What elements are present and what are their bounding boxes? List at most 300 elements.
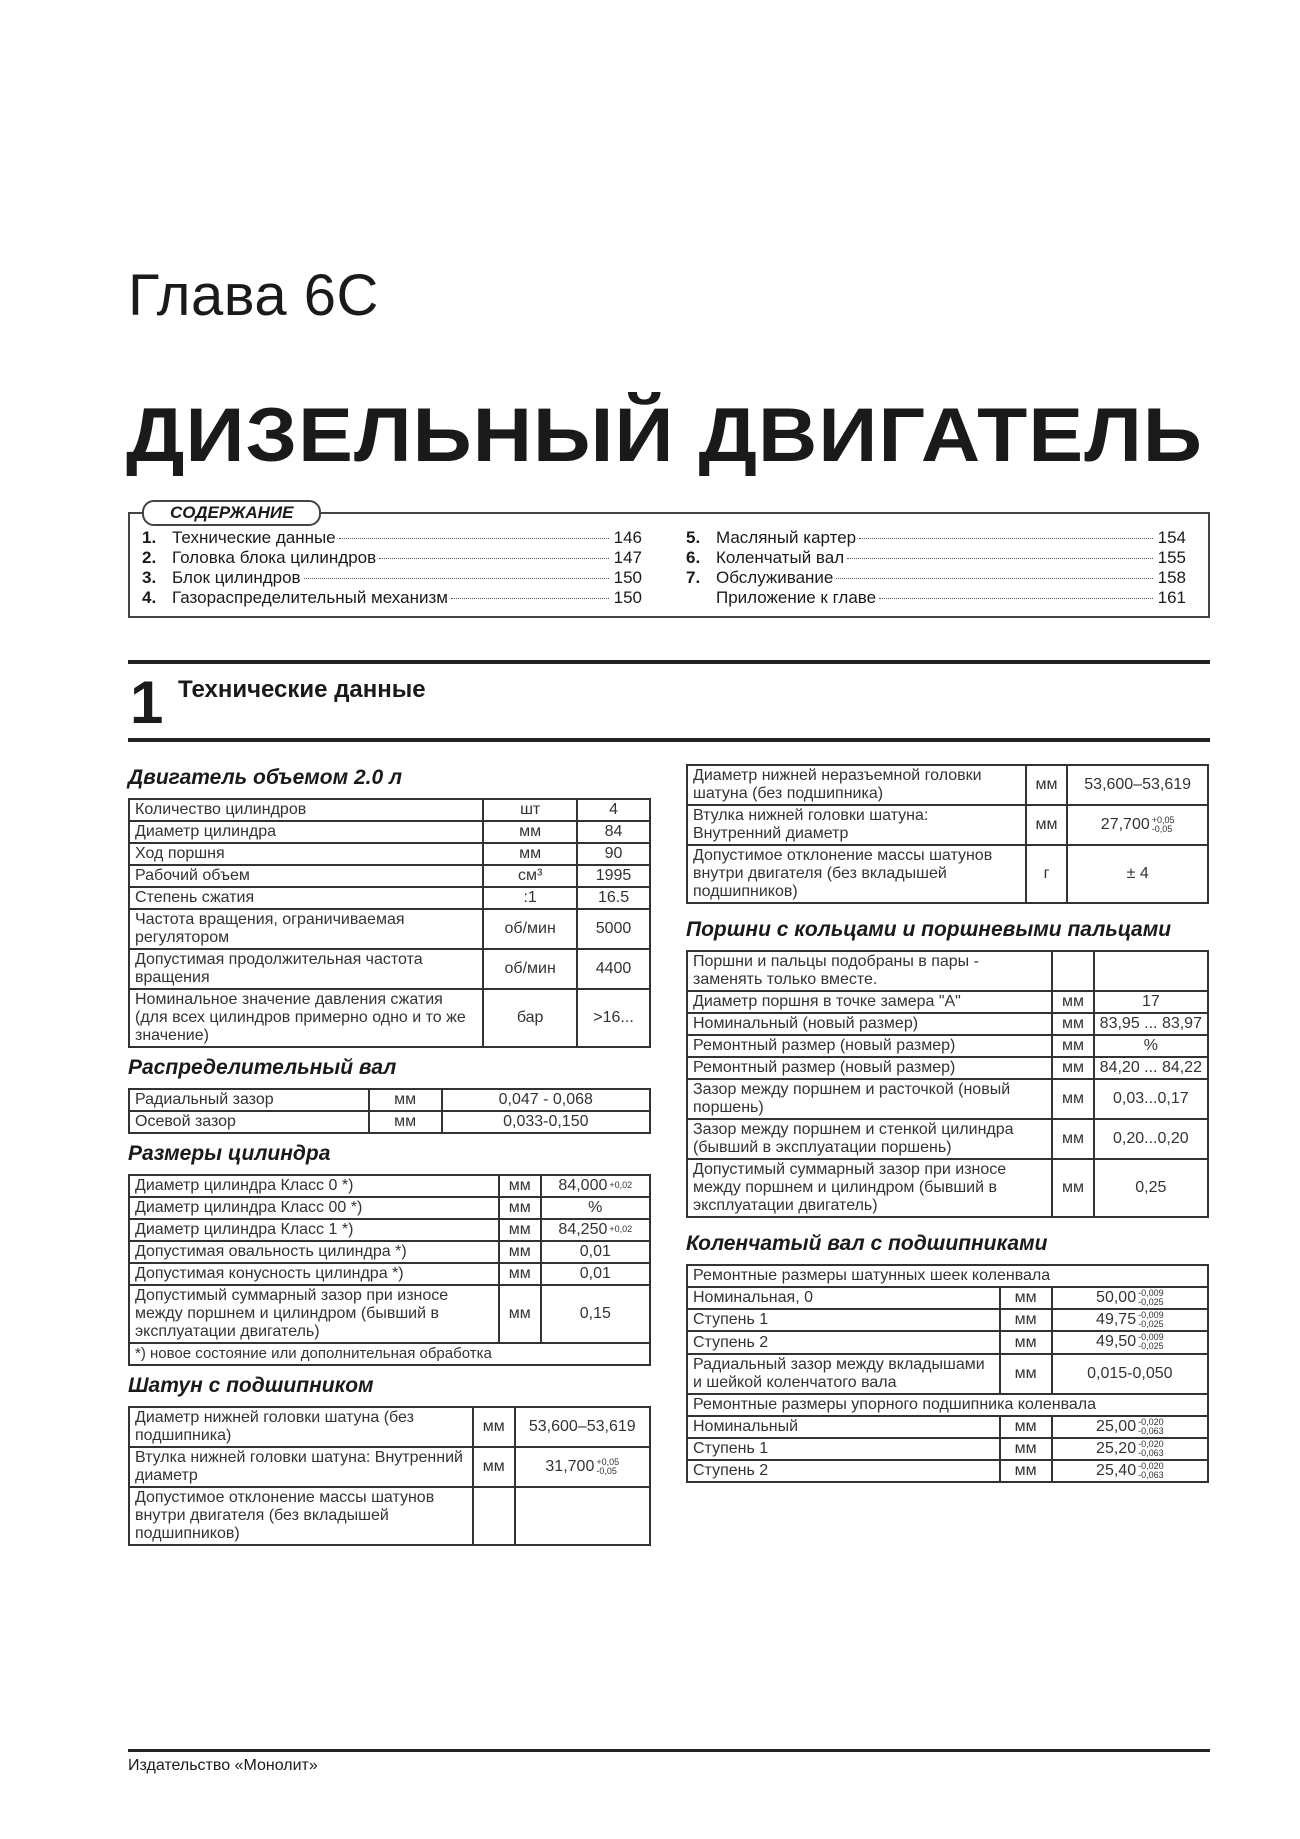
value-cell [541,1263,650,1285]
unit-text: мм [1061,1059,1084,1076]
value-cell [577,887,650,909]
unit-cell [1026,805,1068,845]
tolerance-upper: +0,02 [609,1224,633,1235]
toc-item [142,528,642,548]
tolerance-upper: -0,009 [1138,1288,1164,1298]
unit-cell [1026,765,1068,805]
toc-number: 3. [142,568,157,587]
value-text: 31,700 [545,1458,595,1476]
toc-label: Коленчатый вал [716,548,845,567]
value-cell [577,989,650,1047]
table-group-row [687,1265,1208,1287]
unit-cell [369,1089,442,1111]
value-cell [1067,805,1208,845]
param-cell [129,1219,499,1241]
unit-text: мм [508,1221,531,1238]
spec-table-rod [128,1406,651,1546]
subsection-heading: Размеры цилиндра [128,1142,331,1165]
chapter-label: Глава 6С [128,263,379,328]
table-row [687,1013,1208,1035]
param-text: Номинальное значение давления сжатия (для всех цилиндров примерно одно и то же значение) [135,991,466,1044]
unit-cell [1052,1035,1093,1057]
value-cell [577,909,650,949]
toc-page: 150 [613,568,642,587]
value-text: 0,20...0,20 [1113,1130,1189,1147]
unit-text: мм [1061,1015,1084,1032]
unit-text: см³ [518,867,543,884]
tolerance-lower: -0,063 [1138,1425,1164,1436]
value-text: 0,01 [579,1265,611,1282]
value-cell [1052,1460,1208,1482]
param-cell [129,865,483,887]
table-row [129,1175,650,1197]
value-cell [442,1089,650,1111]
spec-table-cylinder [128,1174,651,1366]
param-cell [687,1287,1000,1309]
table-row [687,1438,1208,1460]
table-row [687,991,1208,1013]
unit-text: шт [520,801,541,818]
unit-text: мм [1061,1179,1084,1196]
value-text: 90 [604,845,623,862]
unit-text: мм [508,1199,531,1216]
param-text: Диаметр нижней неразъемной головки шатуна (без подшипника) [693,767,982,802]
param-cell [687,1159,1052,1217]
section-number: 1 [130,669,164,736]
unit-cell [1000,1354,1052,1394]
value-text: 4400 [595,960,632,977]
tolerance-lower: -0,025 [1138,1341,1164,1352]
unit-text: :1 [523,889,537,906]
tolerance [1138,1440,1164,1458]
section-title: Технические данные [178,676,426,703]
table-row [129,1197,650,1219]
toc-page: 158 [1157,568,1186,587]
param-text: Рабочий объем [135,867,250,884]
value-cell [1067,765,1208,805]
unit-cell [1052,1079,1093,1119]
value-text: % [588,1199,603,1216]
table-row [687,805,1208,845]
value-cell [577,843,650,865]
table-row [129,843,650,865]
table-row [687,1460,1208,1482]
unit-cell [1000,1331,1052,1353]
toc-leader [379,558,609,559]
param-cell [129,1197,499,1219]
table-row [129,865,650,887]
table-row [687,1079,1208,1119]
unit-cell [483,821,577,843]
value-text: 84,250 [558,1221,608,1238]
toc-page: 150 [613,588,642,607]
unit-text: об/мин [504,920,556,937]
tolerance [1152,816,1175,834]
param-text: Допустимая овальность цилиндра *) [135,1243,407,1260]
unit-cell [499,1241,541,1263]
value-text: 4 [609,801,618,818]
table-row [129,1111,650,1133]
value-text: ± 4 [1126,865,1149,882]
tolerance-upper: +0,05 [596,1456,620,1467]
unit-text: мм [1014,1417,1037,1435]
unit-cell [473,1487,515,1545]
table-row [687,1331,1208,1353]
tolerance-lower: -0,063 [1138,1470,1164,1481]
table-row [129,1263,650,1285]
unit-text: мм [394,1113,417,1130]
value-cell [1052,1309,1208,1331]
param-text: Допустимая продолжительная частота вращения [135,951,423,986]
toc-item [686,568,1186,588]
param-text: Частота вращения, ограничиваемая регулятором [135,911,405,946]
unit-text: мм [1014,1311,1037,1329]
table-of-contents [128,503,1210,618]
value-text: 0,047 - 0,068 [498,1091,593,1108]
table-row [129,909,650,949]
value-cell [1052,1287,1208,1309]
toc-page: 155 [1157,548,1186,567]
param-text: Зазор между поршнем и расточкой (новый поршень) [693,1081,1011,1116]
unit-cell [1052,1119,1093,1159]
unit-cell [1000,1460,1052,1482]
toc-item [686,548,1186,568]
unit-cell [499,1285,541,1343]
unit-text: мм [482,1458,505,1475]
param-text: Ступень 1 [693,1440,769,1458]
unit-text: мм [1014,1462,1037,1480]
param-text: Диаметр нижней головки шатуна (без подшипника) [135,1409,414,1444]
value-text: 17 [1141,993,1160,1010]
unit-text: мм [1061,1090,1084,1107]
tolerance-lower: -0,05 [1151,823,1173,834]
value-cell [1094,1035,1208,1057]
unit-text: мм [1061,1037,1084,1054]
param-text: Допустимое отклонение массы шатунов внутри двигателя (без вкладышей подшипников) [693,847,993,900]
unit-cell [499,1197,541,1219]
param-text: Ход поршня [135,845,225,862]
param-text: Радиальный зазор между вкладышами и шейкой коленчатого вала [693,1355,985,1391]
value-cell [1094,1159,1208,1217]
param-text: Диаметр цилиндра [135,823,277,840]
unit-cell [1000,1287,1052,1309]
table-note: *) новое состояние или дополнительная обработка [129,1343,650,1365]
param-text: Втулка нижней головки шатуна: Внутренний диаметр [693,807,929,842]
param-text: Диаметр цилиндра Класс 00 *) [135,1199,363,1216]
subsection-heading: Двигатель объемом 2.0 л [128,766,403,789]
value-text: 5000 [595,920,632,937]
value-text: 83,95 ... 83,97 [1099,1015,1202,1032]
tolerance [1138,1333,1164,1351]
table-row [687,845,1208,903]
tolerance-lower: -0,063 [1138,1447,1164,1458]
unit-cell [473,1447,515,1487]
param-text: Ремонтный размер (новый размер) [693,1037,956,1054]
param-text: Ремонтный размер (новый размер) [693,1059,956,1076]
param-cell [129,1175,499,1197]
param-cell [687,805,1026,845]
toc-number: 2. [142,548,157,567]
table-row [129,1447,650,1487]
table-row [129,821,650,843]
toc-label: Газораспределительный механизм [172,588,448,607]
value-cell [1052,1354,1208,1394]
param-text: Номинальный [693,1417,799,1435]
subsection-heading: Коленчатый вал с подшипниками [686,1232,1048,1255]
table-row [687,1035,1208,1057]
param-cell [687,1079,1052,1119]
toc-page: 154 [1157,528,1186,547]
toc-label: Масляный картер [716,528,857,547]
tolerance-upper: -0,020 [1138,1461,1164,1472]
table-row [687,1354,1208,1394]
toc-label: Приложение к главе [716,588,877,607]
toc-number: 4. [142,588,157,607]
param-text: Диаметр цилиндра Класс 1 *) [135,1221,354,1238]
value-cell [515,1487,650,1545]
tolerance-lower: -0,05 [596,1465,617,1476]
table-row [129,887,650,909]
param-cell [687,1354,1000,1394]
unit-cell [1052,991,1093,1013]
param-text: Допустимое отклонение массы шатунов внутри двигателя (без вкладышей подшипников) [135,1489,435,1542]
param-text: Диаметр поршня в точке замера "А" [693,993,961,1010]
toc-page: 146 [613,528,642,547]
param-cell [129,1285,499,1343]
unit-text: об/мин [504,960,556,977]
param-text: Номинальная, 0 [693,1289,813,1307]
table-row [687,1119,1208,1159]
param-cell [687,1119,1052,1159]
section-bottom-rule [128,738,1210,742]
param-text: Количество цилиндров [135,801,307,818]
value-cell [1067,845,1208,903]
unit-text: мм [508,1243,531,1260]
value-text: 0,03...0,17 [1113,1090,1189,1107]
param-cell [687,1460,1000,1482]
publisher-footer: Издательство «Монолит» [128,1757,318,1774]
value-cell [541,1285,650,1343]
toc-item [686,528,1186,548]
table-row [687,951,1208,991]
unit-cell [1052,1013,1093,1035]
toc-label: Головка блока цилиндров [172,548,377,567]
value-cell [577,821,650,843]
param-cell [687,1331,1000,1353]
param-cell [129,909,483,949]
param-text: Ступень 1 [693,1311,769,1329]
tolerance [596,1458,619,1476]
table-group-label: Ремонтные размеры упорного подшипника коленвала [687,1394,1208,1416]
value-text: 25,00 [1096,1417,1137,1435]
right-column [686,764,1209,1483]
toc-column-right [686,528,1186,608]
table-row [129,949,650,989]
value-cell [577,949,650,989]
param-text: Ступень 2 [693,1462,769,1480]
param-text: Диаметр цилиндра Класс 0 *) [135,1177,354,1194]
toc-item [142,568,642,588]
value-text: 84,000 [558,1177,608,1194]
tolerance [1138,1311,1164,1329]
toc-page: 161 [1157,588,1186,607]
unit-cell [1052,951,1093,991]
value-text: 27,700 [1100,816,1150,834]
param-cell [129,821,483,843]
value-text: 53,600–53,619 [528,1418,636,1435]
value-text: 50,00 [1096,1289,1137,1307]
toc-leader [879,598,1153,599]
unit-text: мм [508,1265,531,1282]
spec-table-pistons [686,950,1209,1218]
toc-number: 7. [686,568,701,587]
value-text: >16... [593,1009,634,1026]
tolerance [1138,1462,1164,1480]
value-text: 0,015-0,050 [1087,1364,1173,1382]
tolerance [609,1225,632,1234]
toc-item [142,588,642,608]
value-cell [1094,1013,1208,1035]
spec-table-engine [128,798,651,1048]
unit-text: мм [1061,1130,1084,1147]
param-text: Ступень 2 [693,1333,769,1351]
param-cell [129,949,483,989]
table-group-label: Ремонтные размеры шатунных шеек коленвала [687,1265,1208,1287]
table-row [687,765,1208,805]
table-row [129,1241,650,1263]
unit-text: мм [394,1091,417,1108]
toc-number: 5. [686,528,701,547]
value-text: 1995 [595,867,632,884]
param-text: Допустимый суммарный зазор при износе между поршнем и цилиндром (бывший в эксплуатации двигатель) [135,1287,449,1340]
subsection-heading: Распределительный вал [128,1056,397,1079]
toc-number: 6. [686,548,701,567]
param-cell [129,887,483,909]
param-text: Номинальный (новый размер) [693,1015,919,1032]
tolerance-upper: -0,009 [1138,1310,1164,1321]
unit-text: мм [519,845,542,862]
spec-table-crankshaft [686,1264,1209,1483]
value-cell [442,1111,650,1133]
param-cell [687,1013,1052,1035]
param-cell [687,1035,1052,1057]
value-text: 25,40 [1096,1462,1137,1480]
unit-text: мм [1035,816,1058,833]
param-text: Радиальный зазор [135,1091,274,1108]
toc-page: 147 [613,548,642,567]
value-text: 16.5 [597,889,630,906]
param-cell [129,1447,473,1487]
value-cell [1094,1119,1208,1159]
param-cell [687,765,1026,805]
value-cell [515,1447,650,1487]
param-text: Допустимый суммарный зазор при износе между поршнем и цилиндром (бывший в эксплуатации двигатель) [693,1161,1007,1214]
value-cell [515,1407,650,1447]
table-row [687,1309,1208,1331]
footer-rule [128,1749,1210,1752]
toc-heading: СОДЕРЖАНИЕ [142,500,321,526]
param-cell [129,1487,473,1545]
unit-cell [483,865,577,887]
toc-label: Технические данные [172,528,336,547]
tolerance-upper: +0,02 [609,1180,633,1191]
param-text: Зазор между поршнем и стенкой цилиндра (бывший в эксплуатации поршень) [693,1121,1014,1156]
left-column [128,758,651,1546]
unit-cell [483,799,577,821]
unit-cell [483,949,577,989]
tolerance-upper: +0,05 [1151,814,1175,825]
value-cell [1094,951,1208,991]
value-cell [1094,991,1208,1013]
param-cell [129,799,483,821]
table-row [129,1407,650,1447]
param-text: Поршни и пальцы подобраны в пары - заменять только вместе. [693,953,979,988]
tolerance-lower: -0,025 [1138,1319,1164,1330]
unit-cell [483,989,577,1047]
value-cell [541,1197,650,1219]
table-row [687,1057,1208,1079]
unit-text: мм [1014,1364,1037,1382]
unit-cell [1000,1309,1052,1331]
subsection-heading: Шатун с подшипником [128,1374,374,1397]
unit-text: мм [1014,1440,1037,1458]
unit-cell [1052,1057,1093,1079]
toc-number: 1. [142,528,157,547]
tolerance-upper: -0,020 [1138,1438,1164,1449]
param-cell [687,845,1026,903]
param-text: Осевой зазор [135,1113,236,1130]
tolerance [609,1181,632,1190]
unit-cell [1052,1159,1093,1217]
tolerance-upper: -0,009 [1138,1332,1164,1343]
param-cell [687,991,1052,1013]
value-cell [577,799,650,821]
toc-leader [847,558,1153,559]
unit-text: мм [1061,993,1084,1010]
value-cell [1094,1079,1208,1119]
unit-text: мм [1014,1289,1037,1307]
table-row [129,1219,650,1241]
chapter-title: ДИЗЕЛЬНЫЙ ДВИГАТЕЛЬ [126,393,1203,478]
param-cell [129,1407,473,1447]
unit-text: г [1043,865,1050,882]
unit-text: мм [482,1418,505,1435]
subsection-heading: Поршни с кольцами и поршневыми пальцами [686,918,1172,941]
param-cell [687,1309,1000,1331]
value-text: 25,20 [1096,1440,1137,1458]
table-note-row [129,1343,650,1365]
unit-text: мм [519,823,542,840]
tolerance-upper: -0,020 [1138,1416,1164,1427]
param-cell [687,1438,1000,1460]
param-cell [129,989,483,1047]
unit-cell [1026,845,1068,903]
value-cell [577,865,650,887]
value-cell [541,1241,650,1263]
unit-cell [483,909,577,949]
unit-cell [483,843,577,865]
param-cell [129,1263,499,1285]
toc-label: Блок цилиндров [172,568,301,587]
table-row [687,1416,1208,1438]
param-cell [687,1057,1052,1079]
value-text: 49,50 [1096,1333,1137,1351]
toc-leader [304,578,609,579]
unit-cell [499,1175,541,1197]
unit-cell [499,1263,541,1285]
unit-text: мм [1035,776,1058,793]
unit-cell [473,1407,515,1447]
